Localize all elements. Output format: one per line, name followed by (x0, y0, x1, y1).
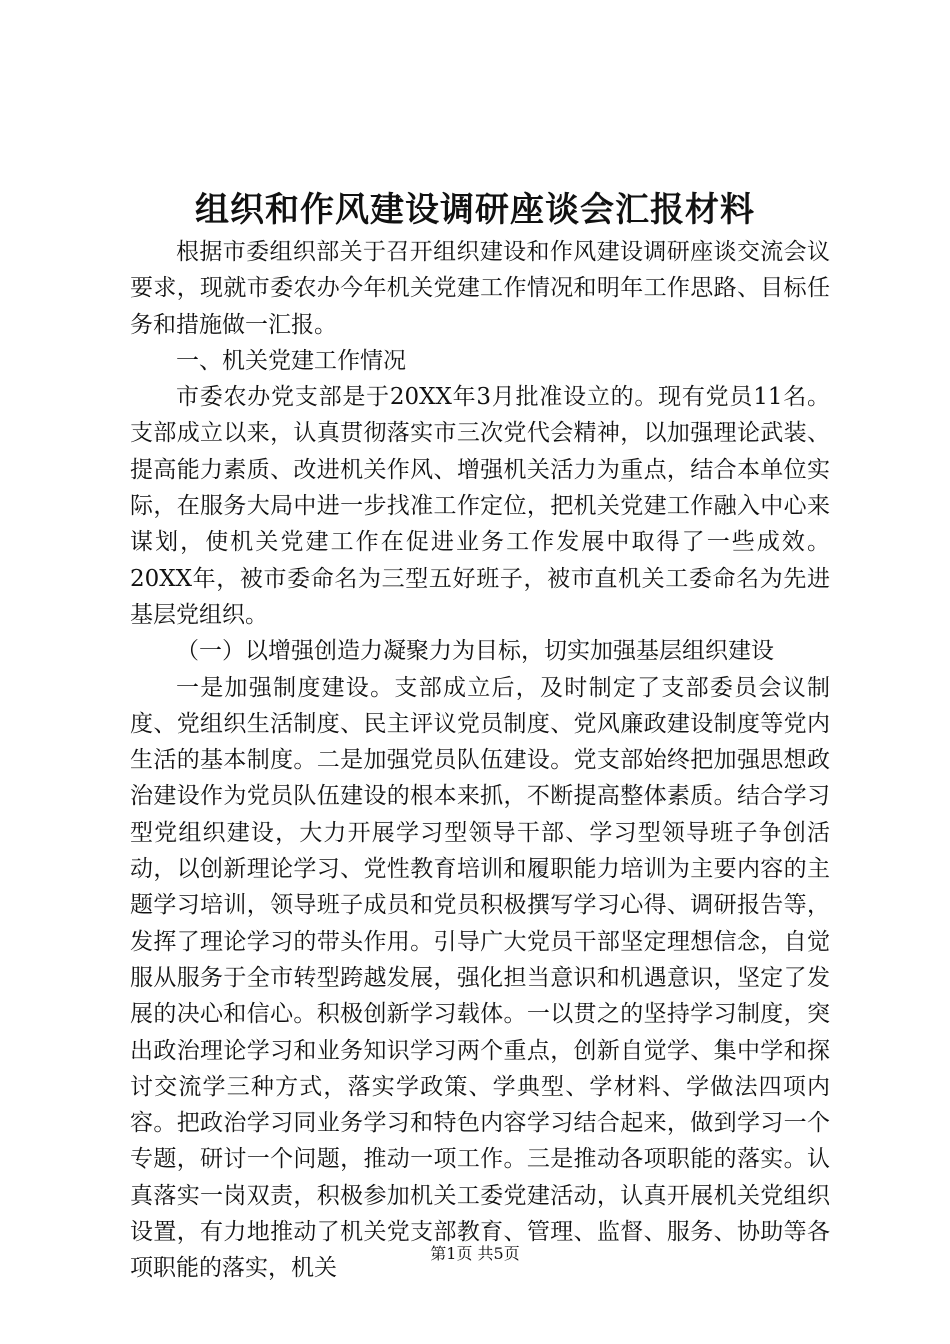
document-title: 组织和作风建设调研座谈会汇报材料 (195, 190, 755, 230)
page-number: 第1页 共5页 (430, 1244, 520, 1263)
section-heading: 一、机关党建工作情况 (176, 347, 406, 374)
document-body (130, 234, 830, 1287)
overview-paragraph: 市委农办党支部是于20XX年3月批准设立的。现有党员11名。支部成立以来，认真贯彻落实市三次党代会精神，以加强理论武装、提高能力素质、改进机关作风、增强机关活力为重点，结合本单位实际，在服务大局中进一步找准工作定位，把机关党建工作融入中心来谋划，使机关党建工作在促进业务工作发展中取得了一些成效。20XX年，被市委命名为三型五好班子，被市直机关工委命名为先进基层党组织。 (130, 384, 830, 628)
detail-paragraph: 一是加强制度建设。支部成立后，及时制定了支部委员会议制度、党组织生活制度、民主评议党员制度、党风廉政建设制度等党内生活的基本制度。二是加强党员队伍建设。党支部始终把加强思想政治建设作为党员队伍建设的根本来抓，不断提高整体素质。结合学习型党组织建设，大力开展学习型领导干部、学习型领导班子争创活动，以创新理论学习、党性教育培训和履职能力培训为主要内容的主题学习培训，领导班子成员和党员积极撰写学习心得、调研报告等，发挥了理论学习的带头作用。引导广大党员干部坚定理想信念，自觉服从服务于全市转型跨越发展，强化担当意识和机遇意识，坚定了发展的决心和信心。积极创新学习载体。一以贯之的坚持学习制度，突出政治理论学习和业务知识学习两个重点，创新自觉学、集中学和探讨交流学三种方式，落实学政策、学典型、学材料、学做法四项内容。把政治学习同业务学习和特色内容学习结合起来，做到学习一个专题，研讨一个问题，推动一项工作。三是推动各项职能的落实。认真落实一岗双责，积极参加机关工委党建活动，认真开展机关党组织设置，有力地推动了机关党支部教育、管理、监督、服务、协助等各项职能的落实，机关 (130, 674, 830, 1282)
intro-paragraph: 根据市委组织部关于召开组织建设和作风建设调研座谈交流会议要求，现就市委农办今年机关党建工作情况和明年工作思路、目标任务和措施做一汇报。 (130, 239, 830, 338)
subsection-heading: （一）以增强创造力凝聚力为目标，切实加强基层组织建设 (176, 638, 774, 665)
